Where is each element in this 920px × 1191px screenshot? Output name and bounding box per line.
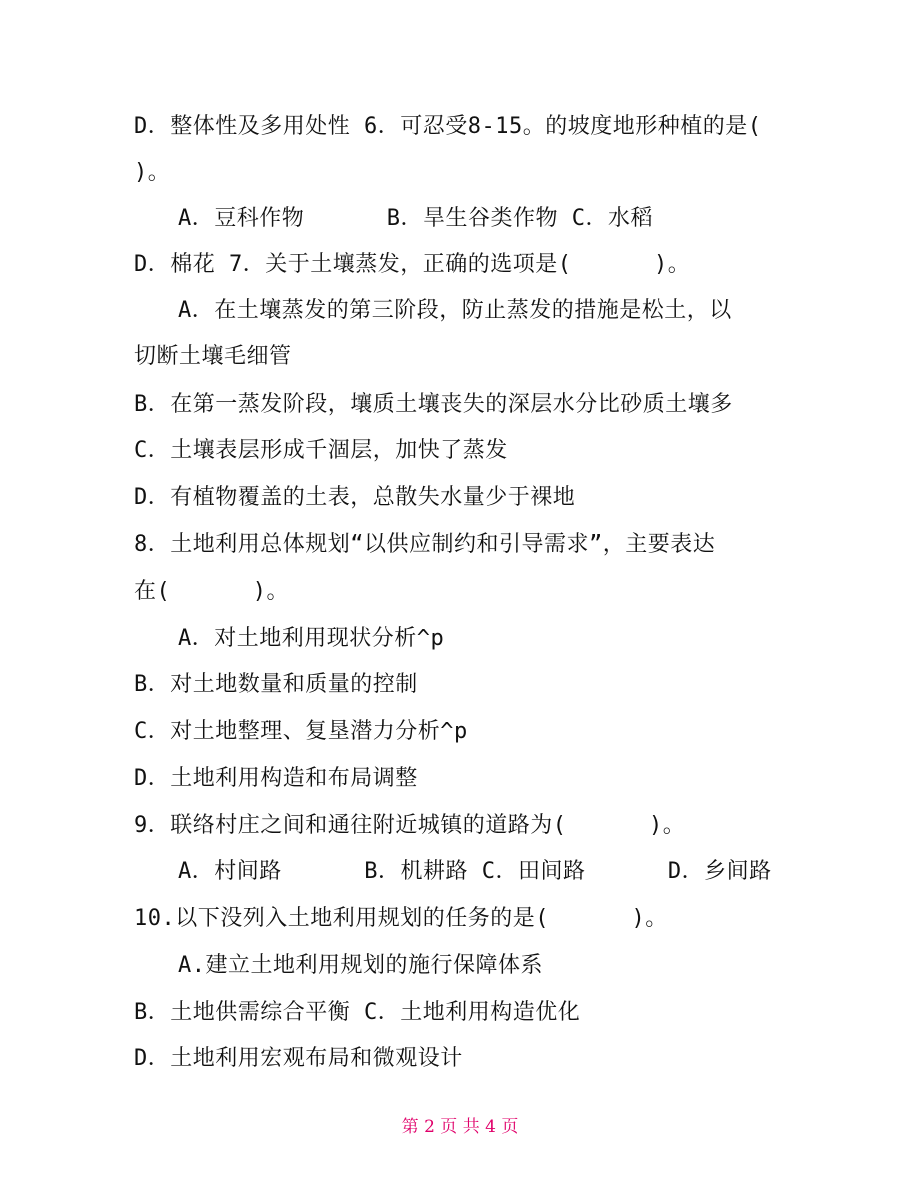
text-line-q8-a: A．对土地利用现状分析^p — [178, 626, 445, 651]
text-line-q7-a-cont: 切断土壤毛细管 — [134, 344, 292, 369]
text-line-q10: 10.以下没列入土地利用规划的任务的是( )。 — [134, 906, 668, 931]
text-line-q8-d: D．土地利用构造和布局调整 — [134, 766, 418, 791]
text-line-q6-end: )。 — [134, 160, 171, 185]
text-line-q6: D．整体性及多用处性 6．可忍受8-15。的坡度地形种植的是( — [134, 114, 762, 139]
page-number-footer: 第 2 页 共 4 页 — [401, 1117, 519, 1137]
text-line-q8-c: C．对土地整理、复垦潜力分析^p — [134, 719, 468, 744]
text-line-q8-end: 在( )。 — [134, 579, 289, 604]
text-line-q9: 9．联络村庄之间和通往附近城镇的道路为( )。 — [134, 813, 686, 838]
text-line-q10-d: D．土地利用宏观布局和微观设计 — [134, 1046, 463, 1071]
text-line-q8: 8．土地利用总体规划“以供应制约和引导需求”，主要表达 — [134, 532, 716, 557]
text-line-q10-bc: B．土地供需综合平衡 C．土地利用构造优化 — [134, 1000, 581, 1025]
text-line-q7-d: D．有植物覆盖的土表，总散失水量少于裸地 — [134, 485, 576, 510]
text-line-q6-options: A．豆科作物 B．旱生谷类作物 C．水稻 — [178, 206, 653, 231]
text-line-q7-a: A．在土壤蒸发的第三阶段，防止蒸发的措施是松土，以 — [178, 298, 732, 323]
text-line-q9-options: A．村间路 B．机耕路 C．田间路 D．乡间路 — [178, 859, 772, 884]
text-line-q7-c: C．土壤表层形成千涸层，加快了蒸发 — [134, 438, 508, 463]
text-line-q10-a: A.建立土地利用规划的施行保障体系 — [178, 953, 543, 978]
text-line-q8-b: B．对土地数量和质量的控制 — [134, 672, 418, 697]
text-line-q7: D．棉花 7．关于土壤蒸发，正确的选项是( )。 — [134, 252, 691, 277]
text-line-q7-b: B．在第一蒸发阶段，壤质土壤丧失的深层水分比砂质土壤多 — [134, 392, 733, 417]
